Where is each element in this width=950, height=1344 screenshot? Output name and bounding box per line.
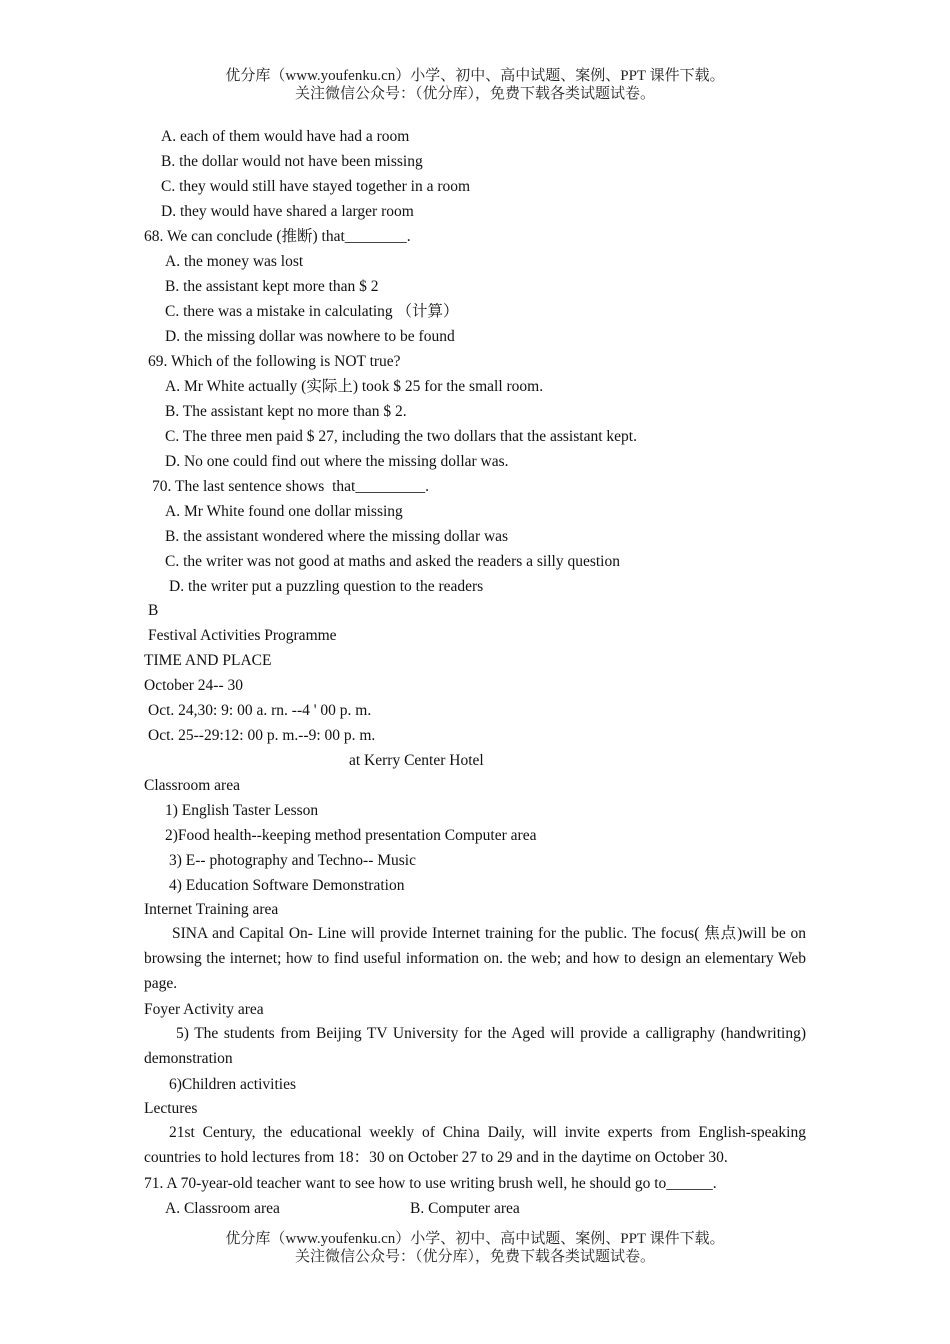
q69-option-c: C. The three men paid $ 27, including the two dollars that the assistant kept. <box>165 428 637 445</box>
activity-item-1: 1) English Taster Lesson <box>165 802 319 819</box>
time-place-heading: TIME AND PLACE <box>144 652 272 669</box>
q67-option-c: C. they would still have stayed together in a room <box>161 178 471 195</box>
q67-option-d: D. they would have shared a larger room <box>161 203 414 220</box>
q70-option-a: A. Mr White found one dollar missing <box>165 503 403 520</box>
q68-stem: 68. We can conclude (推断) that________. <box>144 228 411 245</box>
q67-option-b: B. the dollar would not have been missing <box>161 153 423 170</box>
lectures-heading: Lectures <box>144 1100 198 1117</box>
q70-option-c: C. the writer was not good at maths and asked the readers a silly question <box>165 553 620 570</box>
q70-option-b: B. the assistant wondered where the missing dollar was <box>165 528 509 545</box>
q70-stem: 70. The last sentence shows that_________. <box>152 478 429 495</box>
q71-option-b: B. Computer area <box>410 1200 520 1217</box>
q68-option-b: B. the assistant kept more than $ 2 <box>165 278 379 295</box>
q68-option-d: D. the missing dollar was nowhere to be found <box>165 328 455 345</box>
time-line-2: Oct. 25--29:12: 00 p. m.--9: 00 p. m. <box>148 727 376 744</box>
q69-stem: 69. Which of the following is NOT true? <box>148 353 401 370</box>
programme-title: Festival Activities Programme <box>148 627 337 644</box>
footer-line-2: 关注微信公众号：（优分库），免费下载各类试题试卷。 <box>294 1249 655 1265</box>
time-line-1: Oct. 24,30: 9: 00 a. rn. --4 ' 00 p. m. <box>148 702 372 719</box>
activity-item-6: 6)Children activities <box>169 1076 296 1093</box>
q69-option-a: A. Mr White actually (实际上) took $ 25 for the small room. <box>165 378 544 395</box>
internet-paragraph: SINA and Capital On- Line will provide Internet training for the public. The focus( 焦点)will be on browsing the internet; how to find useful information on. the web; and how to design an elementary Web page. <box>144 925 806 992</box>
header-line-1: 优分库（www.youfenku.cn）小学、初中、高中试题、案例、PPT 课件下载。 <box>225 68 725 84</box>
activity-item-4: 4) Education Software Demonstration <box>169 877 405 894</box>
footer-line-1: 优分库（www.youfenku.cn）小学、初中、高中试题、案例、PPT 课件下载。 <box>225 1231 725 1247</box>
q67-option-a: A. each of them would have had a room <box>161 128 410 145</box>
section-label: B <box>148 602 159 619</box>
internet-area-heading: Internet Training area <box>144 901 279 918</box>
q71-stem: 71. A 70-year-old teacher want to see how to use writing brush well, he should go to______. <box>144 1175 717 1192</box>
activity-item-5: 5) The students from Beijing TV University for the Aged will provide a calligraphy (handwriting) demonstration <box>144 1025 806 1067</box>
q69-option-d: D. No one could find out where the missing dollar was. <box>165 453 509 470</box>
dates: October 24-- 30 <box>144 677 243 694</box>
q70-option-d: D. the writer put a puzzling question to the readers <box>169 578 484 595</box>
venue: at Kerry Center Hotel <box>349 752 484 769</box>
q71-option-a: A. Classroom area <box>165 1200 280 1217</box>
q68-option-c: C. there was a mistake in calculating （计算） <box>165 303 459 320</box>
q69-option-b: B. The assistant kept no more than $ 2. <box>165 403 407 420</box>
header-line-2: 关注微信公众号：（优分库），免费下载各类试题试卷。 <box>294 86 655 102</box>
classroom-area-heading: Classroom area <box>144 777 240 794</box>
foyer-area-heading: Foyer Activity area <box>144 1001 264 1018</box>
lectures-paragraph: 21st Century, the educational weekly of China Daily, will invite experts from English-speaking countries to hold lectures from 18：30 on October 27 to 29 and in the daytime on October 30. <box>144 1124 806 1166</box>
activity-item-3: 3) E-- photography and Techno-- Music <box>169 852 416 869</box>
q68-option-a: A. the money was lost <box>165 253 304 270</box>
activity-item-2: 2)Food health--keeping method presentation Computer area <box>165 827 537 844</box>
